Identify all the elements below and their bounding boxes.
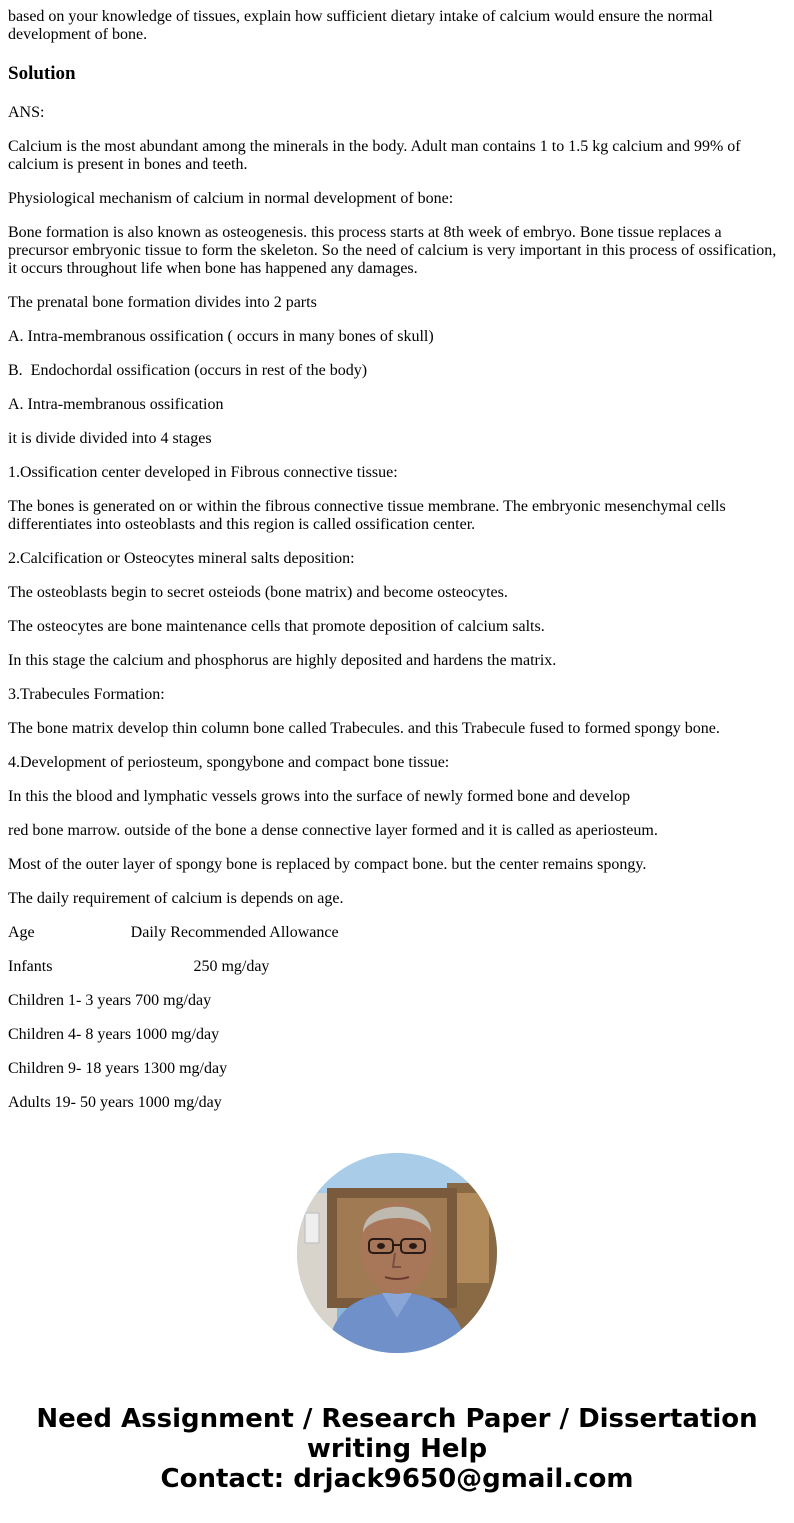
avatar-photo — [297, 1153, 497, 1353]
stage4-text-3: Most of the outer layer of spongy bone is replaced by compact bone. but the center remains spongy. — [8, 856, 647, 873]
promo-banner — [0, 1404, 794, 1494]
daily-requirement: The daily requirement of calcium is depends on age. — [8, 890, 344, 907]
table-infants-value: 250 mg/day — [193, 958, 270, 975]
table-row-infants — [8, 958, 786, 976]
stages-intro: it is divide divided into 4 stages — [8, 430, 212, 447]
table-row: Adults 19- 50 years 1000 mg/day — [8, 1094, 222, 1111]
stage2-text-1: The osteoblasts begin to secret osteiods (bone matrix) and become osteocytes. — [8, 584, 508, 601]
promo-contact: Contact: drjack9650@gmail.com — [160, 1464, 634, 1494]
prenatal-paragraph: The prenatal bone formation divides into 2 parts — [8, 294, 317, 311]
table-row: Children 1- 3 years 700 mg/day — [8, 992, 212, 1009]
part-a-heading: A. Intra-membranous ossification — [8, 396, 224, 413]
stage4-text-2: red bone marrow. outside of the bone a dense connective layer formed and it is called as aperiosteum. — [8, 822, 658, 839]
stage4-text-1: In this the blood and lymphatic vessels grows into the surface of newly formed bone and develop — [8, 788, 631, 805]
solution-heading: Solution — [8, 63, 76, 84]
part-a-line: A. Intra-membranous ossification ( occurs in many bones of skull) — [8, 328, 434, 345]
table-header-allowance: Daily Recommended Allowance — [130, 924, 339, 941]
mechanism-title: Physiological mechanism of calcium in normal development of bone: — [8, 190, 454, 207]
stage2-text-2: The osteocytes are bone maintenance cells that promote deposition of calcium salts. — [8, 618, 545, 635]
table-infants-age: Infants — [8, 958, 53, 975]
stage1-title: 1.Ossification center developed in Fibrous connective tissue: — [8, 464, 398, 481]
answer-label: ANS: — [8, 104, 45, 121]
part-b-line: B. Endochordal ossification (occurs in rest of the body) — [8, 362, 368, 379]
promo-line-1: Need Assignment / Research Paper / Dissertation writing Help — [36, 1404, 758, 1464]
stage1-text: The bones is generated on or within the fibrous connective tissue membrane. The embryonic mesenchymal cells differentiates into osteoblasts and this region is called ossification center. — [8, 498, 726, 533]
table-row: Children 9- 18 years 1300 mg/day — [8, 1060, 228, 1077]
stage2-text-3: In this stage the calcium and phosphorus are highly deposited and hardens the matrix. — [8, 652, 557, 669]
stage3-text: The bone matrix develop thin column bone called Trabecules. and this Trabecule fused to formed spongy bone. — [8, 720, 720, 737]
table-header-row — [8, 924, 786, 942]
intro-paragraph: Calcium is the most abundant among the minerals in the body. Adult man contains 1 to 1.5 kg calcium and 99% of calcium is present in bones and teeth. — [8, 138, 741, 173]
table-header-age: Age — [8, 924, 35, 941]
avatar — [297, 1153, 497, 1353]
question-text: based on your knowledge of tissues, explain how sufficient dietary intake of calcium would ensure the normal development of bone. — [8, 8, 713, 43]
stage4-title: 4.Development of periosteum, spongybone and compact bone tissue: — [8, 754, 450, 771]
osteogenesis-paragraph: Bone formation is also known as osteogenesis. this process starts at 8th week of embryo. Bone tissue replaces a precursor embryonic tissue to form the skeleton. So the need of calcium is very important in this process of ossification, it occurs throughout life when bone has happened any damages. — [8, 224, 777, 277]
article — [8, 8, 786, 1128]
stage2-title: 2.Calcification or Osteocytes mineral salts deposition: — [8, 550, 355, 567]
table-row: Children 4- 8 years 1000 mg/day — [8, 1026, 220, 1043]
stage3-title: 3.Trabecules Formation: — [8, 686, 165, 703]
